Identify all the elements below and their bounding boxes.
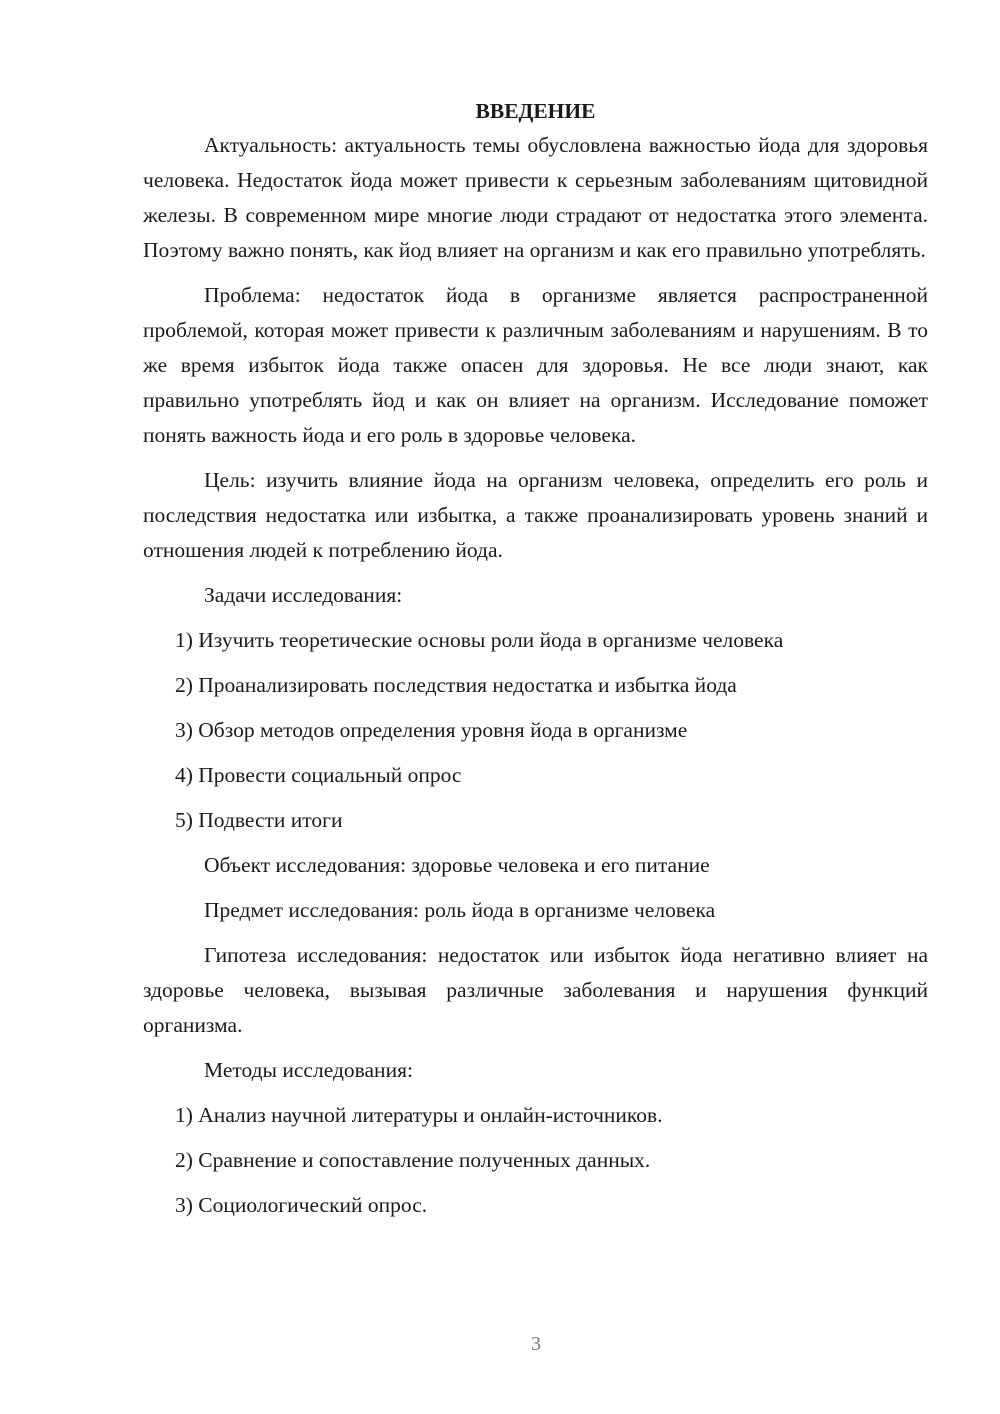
- methods-heading: Методы исследования:: [204, 1058, 413, 1082]
- method-item: 3) Социологический опрос.: [175, 1193, 428, 1217]
- hypothesis-paragraph: Гипотеза исследования: недостаток или избыток йода негативно влияет на здоровье человека, вызывая различные заболевания и нарушения функций организма.: [143, 943, 928, 1037]
- task-item: 1) Изучить теоретические основы роли йода в организме человека: [175, 628, 784, 652]
- problem-paragraph: Проблема: недостаток йода в организме является распространенной проблемой, которая может привести к различным заболеваниям и нарушениям. В то же время избыток йода также опасен для здоровья. Не все люди знают, как правильно употреблять йод и как он влияет на организм. Исследование поможет понять важность йода и его роль в здоровье человека.: [143, 283, 928, 447]
- methods-list: [143, 1098, 928, 1223]
- section-title: ВВЕДЕНИЕ: [475, 99, 596, 123]
- research-subject: Предмет исследования: роль йода в организме человека: [204, 898, 716, 922]
- task-item: 2) Проанализировать последствия недостатка и избытка йода: [175, 673, 737, 697]
- task-item: 5) Подвести итоги: [175, 808, 343, 832]
- method-item: 1) Анализ научной литературы и онлайн-источников.: [175, 1103, 663, 1127]
- page-content: [143, 96, 928, 1233]
- task-item: 3) Обзор методов определения уровня йода в организме: [175, 718, 688, 742]
- goal-paragraph: Цель: изучить влияние йода на организм человека, определить его роль и последствия недостатка или избытка, а также проанализировать уровень знаний и отношения людей к потреблению йода.: [143, 468, 928, 562]
- tasks-list: [143, 623, 928, 838]
- tasks-heading: Задачи исследования:: [204, 583, 403, 607]
- page-number: 3: [531, 1333, 541, 1355]
- task-item: 4) Провести социальный опрос: [175, 763, 462, 787]
- relevance-paragraph: Актуальность: актуальность темы обусловлена важностью йода для здоровья человека. Недостаток йода может привести к серьезным заболеваниям щитовидной железы. В современном мире многие люди страдают от недостатка этого элемента. Поэтому важно понять, как йод влияет на организм и как его правильно употреблять.: [143, 133, 928, 262]
- method-item: 2) Сравнение и сопоставление полученных данных.: [175, 1148, 651, 1172]
- research-object: Объект исследования: здоровье человека и его питание: [204, 853, 710, 877]
